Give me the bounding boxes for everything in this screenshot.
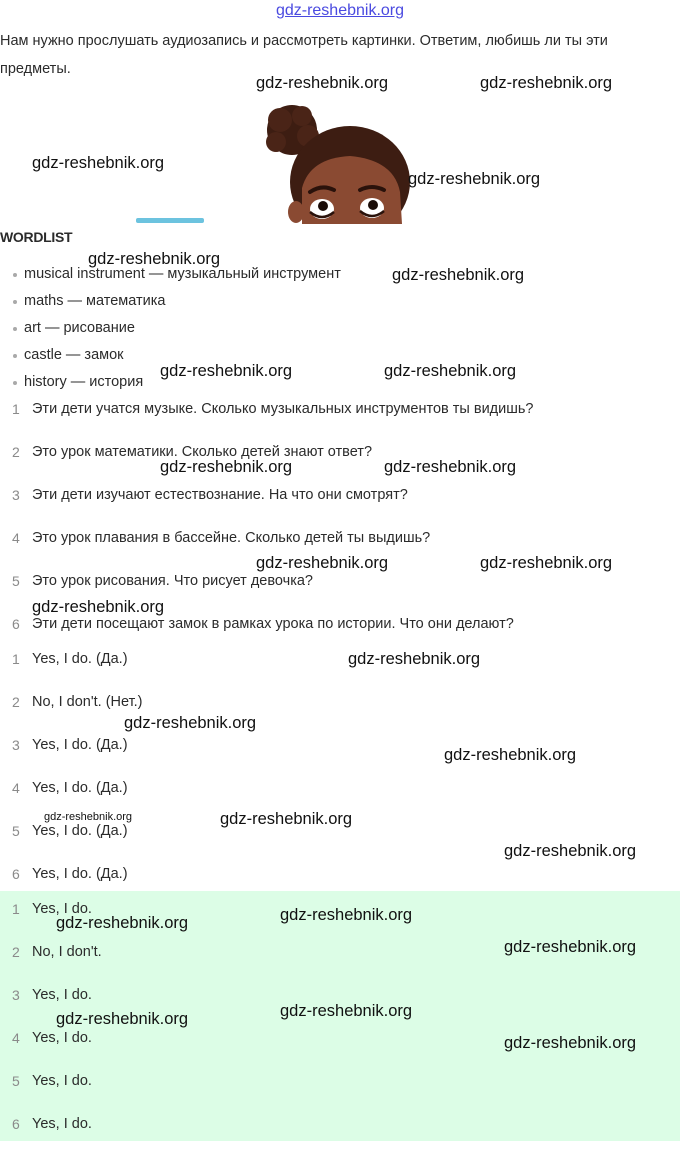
list-item: 6 Эти дети посещают замок в рамках урока по истории. Что они делают?: [12, 616, 514, 632]
watermark: gdz-reshebnik.org: [384, 362, 517, 380]
watermark: gdz-reshebnik.org: [480, 554, 613, 572]
list-item: 1 Эти дети учатся музыке. Сколько музыкальных инструментов ты видишь?: [12, 401, 534, 417]
watermark: gdz-reshebnik.org: [444, 746, 577, 764]
blue-book-edge: [136, 218, 204, 223]
watermark: gdz-reshebnik.org: [408, 170, 541, 188]
watermark: gdz-reshebnik.org: [160, 458, 293, 476]
watermark: gdz-reshebnik.org: [504, 842, 637, 860]
list-item: 5 Это урок рисования. Что рисует девочка?: [12, 573, 313, 589]
watermark: gdz-reshebnik.org: [32, 598, 165, 616]
list-item: 4 Yes, I do.: [12, 1030, 92, 1046]
watermark: gdz-reshebnik.org: [124, 714, 257, 732]
watermark: gdz-reshebnik.org: [88, 250, 221, 268]
girl-illustration: [130, 100, 420, 224]
watermark: gdz-reshebnik.org: [480, 74, 613, 92]
wordlist-title: WORDLIST: [0, 229, 73, 245]
watermark: gdz-reshebnik.org: [504, 938, 637, 956]
list-item: 4 Это урок плавания в бассейне. Сколько детей ты выдишь?: [12, 530, 431, 546]
watermark: gdz-reshebnik.org: [56, 1010, 189, 1028]
watermark: gdz-reshebnik.org: [384, 458, 517, 476]
list-item: 1 Yes, I do. (Да.): [12, 651, 128, 667]
watermark: gdz-reshebnik.org: [32, 154, 165, 172]
list-item: 4 Yes, I do. (Да.): [12, 780, 128, 796]
list-item: 6 Yes, I do.: [12, 1116, 92, 1132]
watermark: gdz-reshebnik.org: [348, 650, 481, 668]
list-item: 5 Yes, I do.: [12, 1073, 92, 1089]
site-title-link[interactable]: gdz-reshebnik.org: [275, 2, 405, 19]
watermark: gdz-reshebnik.org: [44, 811, 133, 823]
answers-translated-list: [0, 651, 680, 909]
intro-text: Нам нужно прослушать аудиозапись и рассмотреть картинки. Ответим, любишь ли ты эти предметы.: [0, 33, 608, 77]
list-item: 2 Это урок математики. Сколько детей знают ответ?: [12, 444, 373, 460]
list-item: history — история: [0, 369, 341, 396]
watermark: gdz-reshebnik.org: [220, 810, 353, 828]
list-item: 1 Yes, I do.: [12, 901, 92, 917]
watermark: gdz-reshebnik.org: [392, 266, 525, 284]
list-item: 3 Эти дети изучают естествознание. На что они смотрят?: [12, 487, 408, 503]
list-item: 5 Yes, I do. (Да.): [12, 823, 128, 839]
questions-list: [0, 401, 680, 659]
watermark: gdz-reshebnik.org: [256, 74, 389, 92]
list-item: musical instrument — музыкальный инструмент: [0, 261, 341, 288]
list-item: 3 Yes, I do.: [12, 987, 92, 1003]
watermark: gdz-reshebnik.org: [280, 1002, 413, 1020]
watermark: gdz-reshebnik.org: [280, 906, 413, 924]
list-item: 6 Yes, I do. (Да.): [12, 866, 128, 882]
watermark: gdz-reshebnik.org: [256, 554, 389, 572]
list-item: 3 Yes, I do. (Да.): [12, 737, 128, 753]
watermark: gdz-reshebnik.org: [504, 1034, 637, 1052]
watermark: gdz-reshebnik.org: [160, 362, 293, 380]
list-item: 2 No, I don't. (Нет.): [12, 694, 143, 710]
list-item: art — рисование: [0, 315, 341, 342]
list-item: castle — замок: [0, 342, 341, 369]
list-item: 2 No, I don't.: [12, 944, 102, 960]
list-item: maths — математика: [0, 288, 341, 315]
watermark: gdz-reshebnik.org: [56, 914, 189, 932]
